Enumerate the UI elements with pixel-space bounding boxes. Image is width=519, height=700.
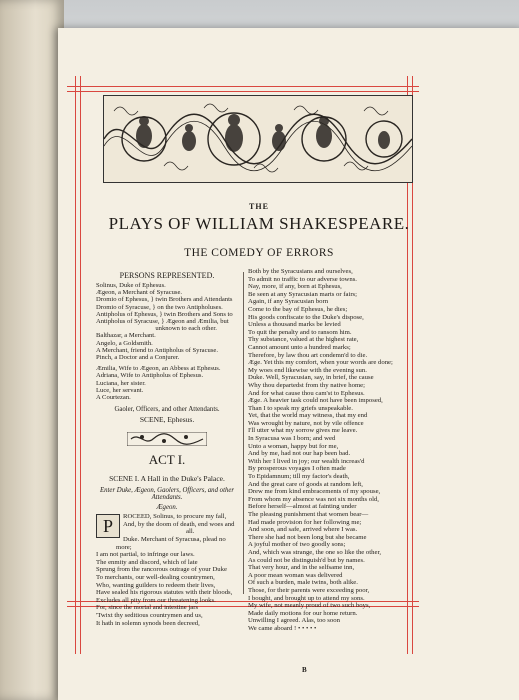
- scene-location: SCENE, Ephesus.: [139, 415, 195, 425]
- text-line: And, by the doom of death, end woes and: [123, 520, 235, 528]
- text-line: With her I lived in joy; our wealth increas'd: [248, 457, 365, 465]
- persona-line: Antipholus of Ephesus, } twin Brothers and Sons to: [96, 310, 233, 318]
- text-line: His goods confiscate to the Duke's dispose,: [248, 313, 364, 321]
- vine-ornament: [127, 432, 207, 446]
- text-line: I'll utter what my sorrow gives me leave.: [248, 427, 358, 435]
- text-line: To merchants, our well-dealing countrymen,: [96, 574, 215, 581]
- title-the: THE: [249, 202, 269, 211]
- text-line: There she had not been long but she became: [248, 533, 367, 541]
- page-title: PLAYS OF WILLIAM SHAKESPEARE.: [108, 214, 410, 233]
- text-line: And the great care of goods at random left,: [248, 480, 363, 488]
- persona-line: Æmilia, Wife to Ægeon, an Abbess at Ephesus.: [96, 365, 221, 373]
- border-rule-top: [67, 86, 419, 87]
- persona-line: Luciana, her sister.: [96, 379, 146, 387]
- persona-line: Solinus, Duke of Ephesus.: [96, 282, 166, 289]
- text-line: As could not be distinguish'd but by names.: [248, 556, 365, 564]
- border-rule-left-inner: [80, 76, 81, 654]
- text-line: In Syracusa was I born; and wed: [248, 435, 336, 443]
- persons-heading: PERSONS REPRESENTED.: [119, 271, 215, 280]
- left-page-edge: [0, 0, 64, 700]
- text-line: Than I to speak my griefs unspeakable.: [248, 404, 353, 412]
- text-line: A poor mean woman was delivered: [248, 571, 343, 579]
- text-line: Both by the Syracusians and ourselves,: [248, 268, 353, 275]
- text-line: To Epidamnum; till my factor's death,: [248, 473, 350, 481]
- text-line: Was wrought by nature, not by vile offence: [248, 419, 364, 427]
- text-line: Yet, that the world may witness, that my end: [248, 412, 368, 420]
- persona-line: Dromio of Syracuse, } on the two Antipholuses.: [96, 303, 223, 311]
- stage-direction: Enter Duke, Ægeon, Gaolers, Officers, and other: [99, 487, 235, 495]
- text-line: The enmity and discord, which of late: [96, 558, 198, 566]
- border-rule-top-inner: [67, 91, 419, 92]
- text-line: Excludes all pity from our threatening looks.: [96, 596, 216, 604]
- text-line: The pleasing punishment that women bear—: [248, 511, 369, 518]
- text-line: Again, if any Syracusian born: [248, 298, 329, 306]
- text-line: Æge. Yet this my comfort, when your words are done;: [248, 359, 393, 367]
- persona-line: Luce, her servant.: [96, 386, 144, 394]
- text-line: And by me, had not our hap been bad.: [248, 450, 351, 458]
- persona-line: A Courtezan.: [96, 394, 131, 402]
- persona-line: Pinch, a Doctor and a Conjurer.: [96, 354, 180, 362]
- text-line: Duke. Merchant of Syracusa, plead no: [123, 536, 226, 544]
- persona-line: Angelo, a Goldsmith.: [96, 339, 153, 347]
- text-line: Drew me from kind embracements of my spouse,: [248, 488, 381, 496]
- text-line: Come to the bay of Ephesus, he dies;: [248, 305, 348, 313]
- text-line: We came aboard ! • • • • •: [248, 624, 317, 632]
- text-line: ROCEED, Solinus, to procure my fall,: [123, 513, 227, 521]
- left-column: [96, 268, 238, 627]
- text-line: It hath in solemn synods been decreed,: [96, 619, 200, 627]
- persona-line: unknown to each other.: [96, 325, 217, 333]
- persona-line: Ægeon, a Merchant of Syracuse.: [96, 289, 183, 297]
- text-line: Therefore, by law thou art condemn'd to die.: [248, 351, 368, 359]
- text-line: I am not partial, to infringe our laws.: [96, 551, 195, 559]
- speaker-name: Ægeon.: [156, 504, 178, 512]
- attendants-line: Gaoler, Officers, and other Attendants.: [114, 406, 220, 414]
- text-line: From whom my absence was not six months old,: [248, 495, 379, 503]
- text-line: And, which was strange, the one so like the other,: [248, 548, 382, 556]
- persona-line: Balthazar, a Merchant.: [96, 332, 156, 340]
- signature-mark: B: [302, 666, 307, 674]
- text-line: Who, wanting guilders to redeem their lives,: [96, 581, 216, 589]
- text-line: I bought, and brought up to attend my sons.: [248, 594, 365, 602]
- text-line: And for what cause thou cam'st to Ephesus.: [248, 389, 365, 397]
- drop-cap: P: [96, 514, 120, 538]
- text-line: Cannot amount unto a hundred marks;: [248, 343, 351, 351]
- text-line: all.: [186, 528, 195, 536]
- text-line: A joyful mother of two goodly sons;: [248, 541, 346, 549]
- text-line: Thy substance, valued at the highest rate,: [248, 336, 359, 344]
- text-line: Sprung from the rancorous outrage of your Duke: [96, 566, 227, 574]
- text-line: Unto a woman, happy but for me,: [248, 442, 339, 450]
- act-text: [96, 513, 238, 627]
- persona-line: Dromio of Ephesus, } twin Brothers and Attendants: [96, 296, 233, 304]
- text-line: To quit the penalty and to ransom him.: [248, 328, 352, 336]
- text-line: Made daily motions for our home return.: [248, 609, 358, 617]
- text-line: That very hour, and in the selfsame inn,: [248, 564, 355, 572]
- text-line: And soon, and safe, arrived where I was.: [248, 526, 358, 534]
- text-line: Æge. A heavier task could not have been imposed,: [248, 397, 383, 405]
- border-rule-left: [75, 76, 76, 654]
- text-line: By prosperous voyages I often made: [248, 465, 346, 473]
- text-line: Have sealed his rigorous statutes with their bloods,: [96, 589, 233, 597]
- text-line: Before herself—almost at fainting under: [248, 503, 357, 511]
- act-heading: ACT I.: [148, 452, 186, 468]
- text-line: 'Twixt thy seditious countrymen and us,: [96, 611, 203, 619]
- stage-direction: Attendants.: [151, 494, 183, 502]
- ornamental-headpiece: [103, 95, 413, 183]
- text-line: Of such a burden, male twins, both alike.: [248, 579, 358, 587]
- column-divider: [243, 272, 244, 594]
- scene-heading: SCENE I. A Hall in the Duke's Palace.: [109, 474, 225, 484]
- text-line: Unwilling I agreed. Alas, too soon: [248, 617, 340, 625]
- dramatis-personae: [96, 282, 238, 401]
- text-line: Duke. Well, Syracusian, say, in brief, the cause: [248, 374, 374, 382]
- text-line: To admit no traffic to our adverse towns.: [248, 275, 357, 283]
- text-line: Had made provision for her following me;: [248, 518, 362, 526]
- text-line: Nay, more, if any, born at Ephesus,: [248, 283, 342, 291]
- play-title: THE COMEDY OF ERRORS: [184, 247, 334, 259]
- text-line: Why thou departedst from thy native home;: [248, 381, 366, 389]
- text-line: For, since the mortal and intestine jars: [96, 604, 199, 612]
- text-line: My wife, not meanly proud of two such boys,: [248, 602, 371, 610]
- text-line: Unless a thousand marks be levied: [248, 321, 341, 329]
- text-line: Those, for their parents were exceeding poor,: [248, 586, 370, 594]
- persona-line: Adriana, Wife to Antipholus of Ephesus.: [96, 372, 204, 380]
- persona-line: Antipholus of Syracuse, } Ægeon and Æmilia, but: [96, 318, 229, 326]
- text-line: more;: [116, 543, 132, 551]
- text-line: My woes end likewise with the evening sun.: [248, 366, 367, 374]
- persona-line: A Merchant, friend to Antipholus of Syracuse.: [96, 346, 218, 354]
- right-column: [248, 268, 418, 633]
- text-line: Be seen at any Syracusian marts or fairs;: [248, 290, 358, 298]
